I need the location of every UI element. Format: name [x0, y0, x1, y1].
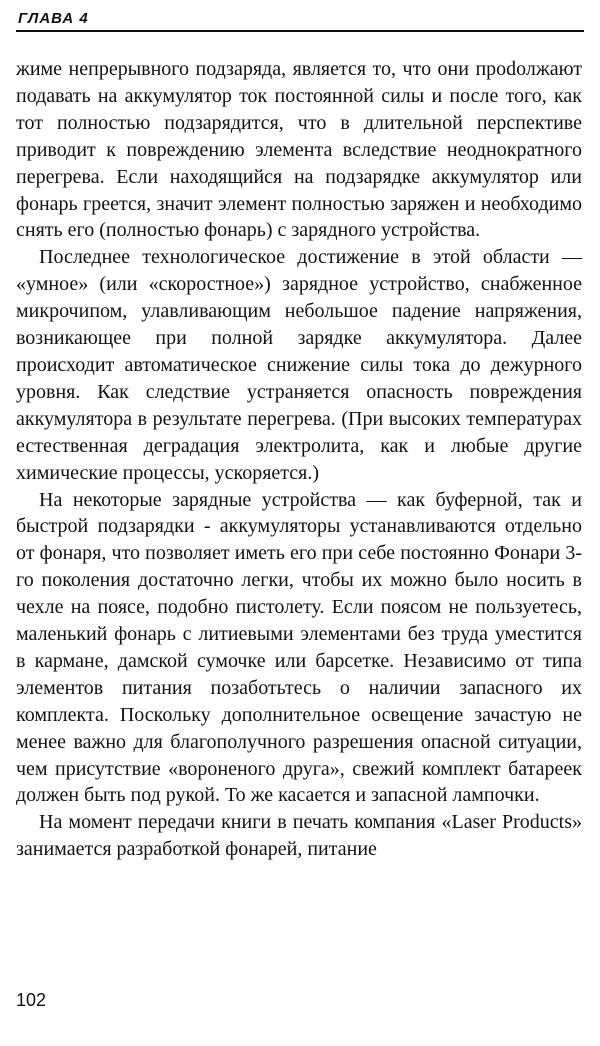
- page-body: [16, 56, 582, 863]
- paragraph: жиме непрерывного подзаряда, является то, что они проdолжают подавать на аккумулятор ток постоянной силы и после того, как тот полностью подзарядится, что в длительной перспективе приводит к повреждению элемента вследствие неоднократного перегрева. Если находящийся на подзарядке аккумулятор или фонарь греется, значит элемент полностью заряжен и необходимо снять его (полностью фонарь) с зарядного устройства.: [16, 58, 582, 242]
- paragraph: Последнее технологическое достижение в этой области — «умное» (или «скоростное») зарядное устройство, снабженное микрочипом, улавливающим небольшое падение напряжения, возникающее при полной зарядке аккумулятора. Далее происходит автоматическое снижение силы тока до дежурного уровня. Как следствие устраняется опасность повреждения аккумулятора в результате перегрева. (При высоких температурах естественная деградация электролита, как и любые другие химические процессы, ускоряется.): [16, 246, 582, 484]
- paragraph: На момент передачи книги в печать компания «Laser Products» занимается разработкой фонарей, питание: [16, 811, 582, 861]
- paragraph: На некоторые зарядные устройства — как буферной, так и быстрой подзарядки - аккумуляторы устанавливаются отдельно от фонаря, что позволяет иметь его при себе постоянно Фонари 3-го поколения достаточно легки, чтобы их можно было носить в чехле на поясе, подобно пистолету. Если поясом не пользуетесь, маленький фонарь с литиевыми элементами без труда уместится в кармане, дамской сумочке или барсетке. Независимо от типа элементов питания позаботьтесь о наличии запасного их комплекта. Поскольку дополнительное освещение зачастую не менее важно для благополучного разрешения опасной ситуации, чем присутствие «вороненого друга», свежий комплект батареек должен быть под рукой. То же касается и запасной лампочки.: [16, 488, 582, 807]
- running-header: [16, 10, 584, 32]
- chapter-label: ГЛАВА 4: [18, 10, 89, 27]
- page-number: 102: [16, 990, 47, 1010]
